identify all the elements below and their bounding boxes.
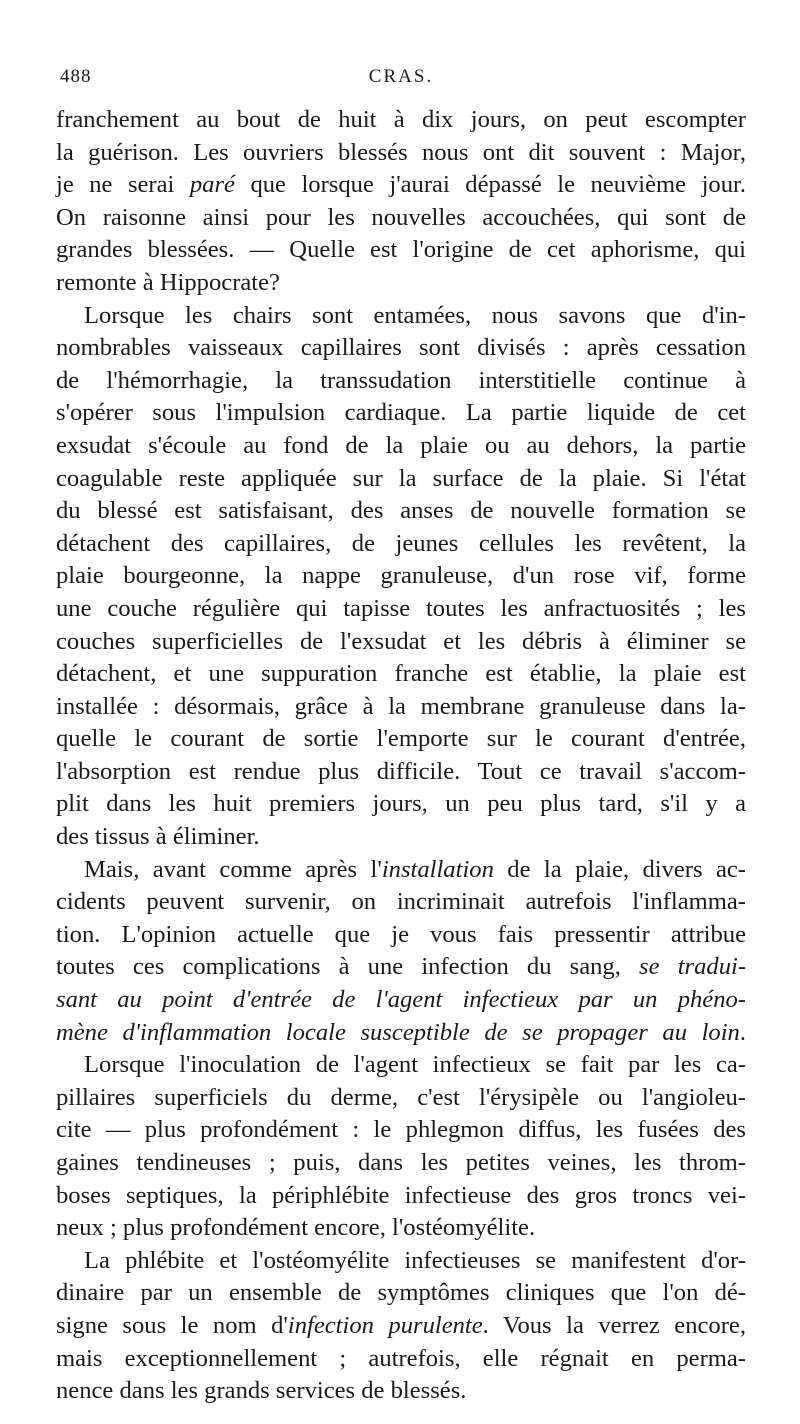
text-segment: toutes ces complications à une infection du sang,	[56, 953, 640, 981]
text-line	[56, 169, 746, 202]
text-line	[56, 560, 746, 593]
text-line	[56, 528, 746, 561]
text-segment: franchement au bout de huit à dix jours, on peut escompter	[56, 106, 746, 133]
text-line	[56, 1245, 746, 1278]
text-segment: nombrables vaisseaux capillaires sont divisés : après cessation	[56, 334, 746, 362]
text-segment: Lorsque l'inoculation de l'agent infectieux se fait par les ca-	[84, 1051, 746, 1079]
text-line	[56, 495, 746, 528]
text-segment: nence dans les grands services de blessés.	[56, 1377, 467, 1405]
text-segment: Mais, avant comme après l'	[84, 855, 382, 883]
text-segment: signe sous le nom d'	[56, 1311, 288, 1339]
text-segment: la guérison. Les ouvriers blessés nous ont dit souvent : Major,	[56, 138, 746, 166]
text-segment: cite — plus profondément : le phlegmon diffus, les fusées des	[56, 1116, 746, 1144]
text-segment: du blessé est satisfaisant, des anses de nouvelle formation se	[56, 497, 746, 525]
text-line	[56, 332, 746, 365]
text-line	[56, 104, 746, 137]
text-line	[56, 1310, 746, 1343]
text-segment: une couche régulière qui tapisse toutes les anfractuosités ; les	[56, 594, 746, 622]
text-line	[56, 463, 746, 496]
text-segment: mais exceptionnellement ; autrefois, elle régnait en perma-	[56, 1344, 746, 1372]
italic-text: infection purulente	[287, 1311, 483, 1339]
text-segment: plaie bourgeonne, la nappe granuleuse, d'un rose vif, forme	[56, 562, 746, 590]
text-line	[56, 723, 746, 756]
text-line	[56, 267, 746, 300]
text-segment: tion. L'opinion actuelle que je vous fais pressentir attribue	[56, 920, 746, 948]
italic-text: mène d'inflammation locale susceptible de se propager au loin	[56, 1018, 740, 1046]
text-segment: détachent, et une suppuration franche est établie, la plaie est	[56, 660, 746, 688]
text-line	[56, 300, 746, 333]
text-line	[56, 886, 746, 919]
text-segment: . Vous la verrez encore,	[482, 1311, 746, 1339]
text-line	[56, 1180, 746, 1213]
text-segment: cidents peuvent survenir, on incriminait autrefois l'inflamma-	[56, 888, 746, 916]
text-segment: grandes blessées. — Quelle est l'origine de cet aphorisme, qui	[56, 236, 746, 264]
text-line	[56, 854, 746, 887]
page-header	[60, 66, 742, 92]
text-line	[56, 1114, 746, 1147]
text-segment: gaines tendineuses ; puis, dans les petites veines, les throm-	[56, 1149, 746, 1176]
text-segment: des tissus à éliminer.	[56, 823, 260, 851]
text-segment: La phlébite et l'ostéomyélite infectieuses se manifestent d'or-	[84, 1246, 746, 1274]
text-segment: de l'hémorrhagie, la transsudation interstitielle continue à	[56, 366, 746, 394]
italic-text: sant au point d'entrée de l'agent infectieux par un phéno-	[56, 986, 746, 1014]
text-segment: exsudat s'écoule au fond de la plaie ou au dehors, la partie	[56, 431, 746, 459]
text-line	[56, 137, 746, 170]
text-segment: installée : désormais, grâce à la membrane granuleuse dans la-	[56, 692, 746, 720]
text-segment: détachent des capillaires, de jeunes cellules les revêtent, la	[56, 529, 746, 557]
page-number: 488	[60, 66, 92, 87]
text-segment: que lorsque j'aurai dépassé le neuvième jour.	[234, 171, 746, 199]
text-line	[56, 756, 746, 789]
body-text	[56, 104, 746, 1408]
text-segment: plit dans les huit premiers jours, un peu plus tard, s'il y a	[56, 790, 746, 818]
italic-text: se tradui-	[639, 953, 747, 981]
text-segment: dinaire par un ensemble de symptômes cliniques que l'on dé-	[56, 1279, 746, 1307]
text-line	[56, 593, 746, 626]
text-line	[56, 658, 746, 691]
italic-text: installation	[381, 855, 494, 883]
text-segment: .	[739, 1018, 746, 1046]
text-segment: boses septiques, la périphlébite infectieuse des gros troncs vei-	[56, 1181, 746, 1209]
text-segment: On raisonne ainsi pour les nouvelles accouchées, qui sont de	[56, 203, 746, 231]
text-line	[56, 951, 746, 984]
text-segment: de la plaie, divers ac-	[493, 855, 746, 883]
text-line	[56, 202, 746, 235]
text-line	[56, 626, 746, 659]
text-segment: remonte à Hippocrate?	[56, 268, 280, 296]
running-head: CRAS.	[368, 66, 434, 87]
text-line	[56, 1343, 746, 1376]
text-line	[56, 1375, 746, 1408]
text-line	[56, 919, 746, 952]
text-segment: je ne serai	[56, 171, 190, 199]
text-line	[56, 430, 746, 463]
text-line	[56, 1017, 746, 1050]
text-segment: neux ; plus profondément encore, l'ostéomyélite.	[56, 1214, 536, 1242]
text-segment: Lorsque les chairs sont entamées, nous savons que d'in-	[84, 301, 746, 329]
text-line	[56, 1049, 746, 1082]
italic-text: paré	[189, 171, 235, 199]
text-line	[56, 234, 746, 267]
text-line	[56, 1147, 746, 1180]
text-line	[56, 691, 746, 724]
text-line	[56, 1277, 746, 1310]
text-segment: quelle le courant de sortie l'emporte sur le courant d'entrée,	[56, 725, 746, 753]
text-line	[56, 397, 746, 430]
text-segment: pillaires superficiels du derme, c'est l'érysipèle ou l'angioleu-	[56, 1083, 746, 1111]
text-line	[56, 365, 746, 398]
text-segment: s'opérer sous l'impulsion cardiaque. La partie liquide de cet	[56, 399, 746, 427]
text-line	[56, 1082, 746, 1115]
text-segment: l'absorption est rendue plus difficile. Tout ce travail s'accom-	[56, 757, 746, 785]
text-segment: couches superficielles de l'exsudat et les débris à éliminer se	[56, 627, 746, 655]
text-line	[56, 788, 746, 821]
text-line	[56, 1212, 746, 1245]
text-line	[56, 984, 746, 1017]
text-line	[56, 821, 746, 854]
text-segment: coagulable reste appliquée sur la surface de la plaie. Si l'état	[56, 464, 746, 492]
